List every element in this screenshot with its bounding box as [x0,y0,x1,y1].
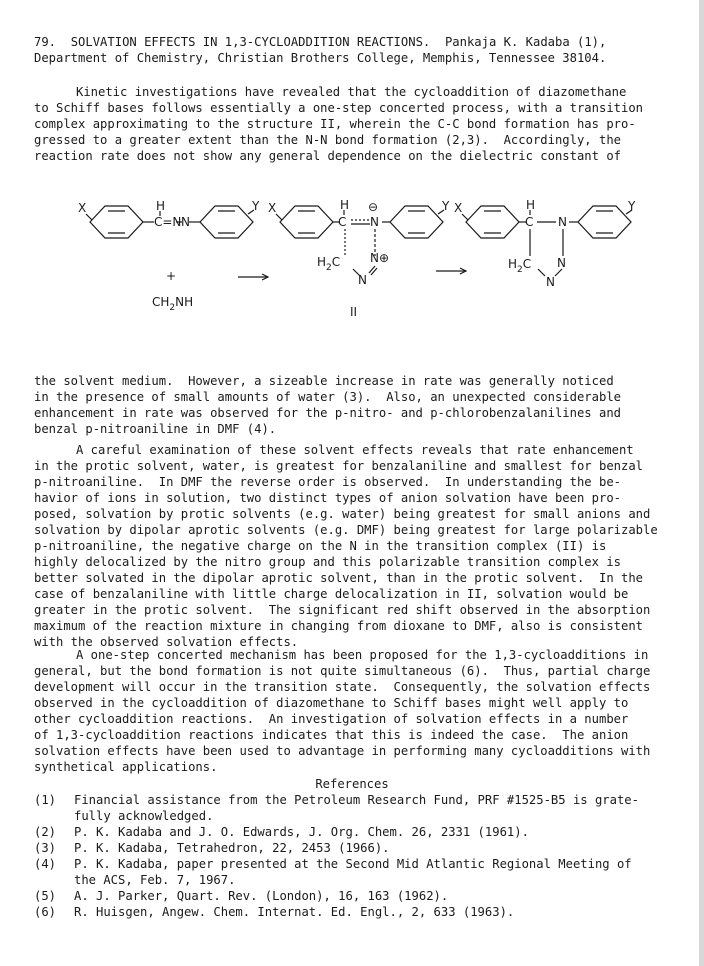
reference-text-continued: fully acknowledged. [74,809,214,823]
text-line: enhancement in rate was observed for the p-nitro- and p-chlorobenzalanilines and [34,406,621,420]
reference-number: (4) [34,857,57,871]
nitrogen-label: N [370,215,379,229]
plus-charge-icon: ⊕ [379,251,390,265]
article-number: 79. [34,35,57,49]
substituent-y-label: Y [442,199,450,213]
references-list [34,792,674,920]
reaction-scheme [70,194,670,334]
article-header [34,34,674,66]
reference-number: (2) [34,825,57,839]
reference-text: P. K. Kadaba, Tetrahedron, 22, 2453 (1966). [74,841,390,855]
reference-item [34,840,674,856]
text-line: solvation effects have been used to advantage in performing many cycloadditions with [34,744,651,758]
paragraph-3 [34,442,674,650]
substituent-x-label: X [78,201,87,215]
nitrogen-label: N [557,256,566,270]
carbon-label: C [525,215,534,229]
structure-label-ii: II [350,305,358,319]
hydrogen-label: H [340,198,350,212]
reference-item [34,792,674,824]
text-line: synthetical applications. [34,760,218,774]
text-line: case of benzalaniline with little charge delocalization in II, solvation would be [34,587,629,601]
text-line: with the observed solvation effects. [34,635,299,649]
reference-number: (5) [34,889,57,903]
carbon-label: C [338,215,347,229]
plus-sign: + [166,269,177,283]
text-line: other cycloaddition reactions. An investigation of solvation effects in a number [34,712,629,726]
reference-item [34,904,674,920]
text-line: A one-step concerted mechanism has been proposed for the 1,3-cycloadditions in [76,648,649,662]
paragraph-1 [34,84,674,164]
text-line: posed, solvation by protic solvents (e.g. water) being greatest for small anions and [34,507,651,521]
imine-label: C=N [154,215,182,229]
scan-edge [699,0,704,966]
text-line: general, but the bond formation is not quite simultaneous (6). Thus, partial charge [34,664,651,678]
text-line: maximum of the reaction mixture in changing from dioxane to DMF, also is consistent [34,619,644,633]
text-line: havior of ions in solution, two distinct types of anion solvation have been pro- [34,491,621,505]
text-line: in the presence of small amounts of water (3). Also, an unexpected considerable [34,390,621,404]
references-heading: References [315,777,389,791]
reference-text-continued: the ACS, Feb. 7, 1967. [74,873,236,887]
nitrogen-label: N [546,275,555,289]
minus-charge-icon: ⊖ [368,200,379,214]
substituent-x-label: X [268,201,277,215]
reference-number: (1) [34,793,57,807]
hydrogen-label: H [526,198,536,212]
text-line: observed in the cycloaddition of diazomethane to Schiff bases might well apply to [34,696,629,710]
methylene-label: $H_2C$ [317,255,341,273]
text-line: to Schiff bases follows essentially a one-step concerted process, with a transition [34,101,644,115]
reference-text: A. J. Parker, Quart. Rev. (London), 16, 163 (1962). [74,889,449,903]
reference-text: P. K. Kadaba, paper presented at the Second Mid Atlantic Regional Meeting of [74,857,632,871]
text-line: p-nitroaniline. In DMF the reverse order is observed. In understanding the be- [34,475,621,489]
text-line: Kinetic investigations have revealed that the cycloaddition of diazomethane [76,85,627,99]
nitrogen-label: N [370,251,379,265]
reference-item [34,856,674,888]
diazomethane-label: $CH_2NH$ [152,295,194,313]
text-line: highly delocalized by the nitro group and this polarizable transition complex is [34,555,621,569]
text-line: solvation by dipolar aprotic solvents (e.g. DMF) being greatest for large polarizable [34,523,658,537]
text-line: gressed to a greater extent than the N-N bond formation (2,3). Accordingly, the [34,133,621,147]
text-line: A careful examination of these solvent effects reveals that rate enhancement [76,443,634,457]
reference-item [34,824,674,840]
text-line: complex approximating to the structure II, wherein the C-C bond formation has pro- [34,117,636,131]
text-line: in the protic solvent, water, is greatest for benzalaniline and smallest for benzal [34,459,644,473]
article-affiliation: Department of Chemistry, Christian Brothers College, Memphis, Tennessee 38104. [34,51,607,65]
text-line: reaction rate does not show any general dependence on the dielectric constant of [34,149,621,163]
text-line: the solvent medium. However, a sizeable increase in rate was generally noticed [34,374,614,388]
methylene-label: $H_2C$ [508,257,532,275]
text-line: benzal p-nitroaniline in DMF (4). [34,422,277,436]
paragraph-4 [34,647,674,775]
substituent-x-label: X [454,201,463,215]
nitrogen-label: N [558,215,567,229]
text-line: better solvated in the dipolar aprotic solvent, than in the protic solvent. In the [34,571,644,585]
reference-number: (6) [34,905,57,919]
reference-item [34,888,674,904]
hydrogen-label: H [156,199,166,213]
article-author: Pankaja K. Kadaba (1), [444,35,607,49]
text-line: greater in the protic solvent. The significant red shift observed in the absorption [34,603,651,617]
reference-text: Financial assistance from the Petroleum Research Fund, PRF #1525-B5 is grate- [74,793,639,807]
nitrogen-label: N [358,273,367,287]
substituent-y-label: Y [252,199,260,213]
paragraph-2 [34,373,674,437]
reference-text: R. Huisgen, Angew. Chem. Internat. Ed. Engl., 2, 633 (1963). [74,905,515,919]
header-line-1 [34,34,674,50]
reference-number: (3) [34,841,57,855]
article-title: SOLVATION EFFECTS IN 1,3-CYCLOADDITION REACTIONS. [70,35,431,49]
text-line: p-nitroaniline, the negative charge on the N in the transition complex (II) is [34,539,607,553]
substituent-y-label: Y [628,199,636,213]
nitrogen-label: N [181,215,190,229]
reference-text: P. K. Kadaba and J. O. Edwards, J. Org. Chem. 26, 2331 (1961). [74,825,529,839]
text-line: development will occur in the transition state. Consequently, the solvation effects [34,680,651,694]
text-line: of 1,3-cycloaddition reactions indicates that this is indeed the case. The anion [34,728,629,742]
